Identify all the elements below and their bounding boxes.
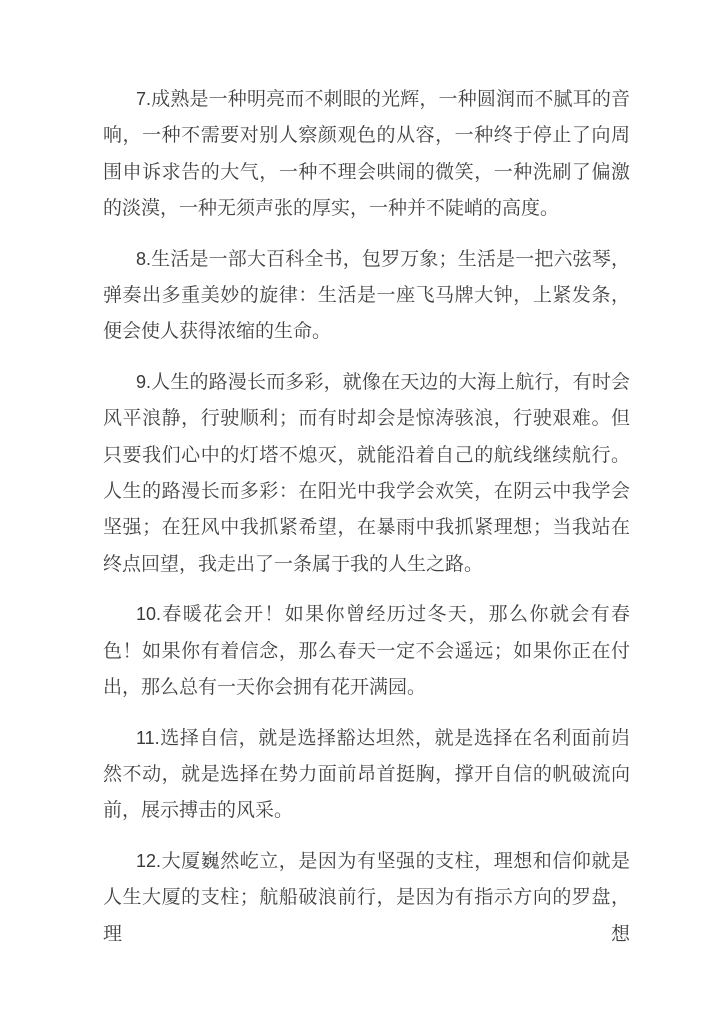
- paragraph-8: [103, 241, 630, 351]
- paragraph-10: [103, 596, 630, 706]
- paragraph-text: 选择自信，就是选择豁达坦然，就是选择在名利面前岿然不动，就是选择在势力面前昂首挺胸，撑开自信的帆破流向前，展示搏击的风采。: [103, 727, 630, 822]
- paragraph-number: 11.: [136, 727, 160, 748]
- paragraph-number: 12.: [136, 850, 162, 871]
- paragraph-7: [103, 81, 630, 228]
- paragraph-12: [103, 843, 630, 953]
- paragraph-number: 9.: [136, 371, 152, 392]
- document-body: [103, 81, 630, 966]
- paragraph-number: 10.: [136, 604, 162, 625]
- paragraph-text: 成熟是一种明亮而不刺眼的光辉，一种圆润而不腻耳的音响，一种不需要对别人察颜观色的从容，一种终于停止了向周围申诉求告的大气，一种不理会哄闹的微笑，一种洗刷了偏激的淡漠，一种无须声张的厚实，一种并不陡峭的高度。: [103, 89, 630, 220]
- paragraph-number: 7.: [136, 89, 152, 109]
- paragraph-9: [103, 364, 630, 583]
- paragraph-text: 人生的路漫长而多彩，就像在天边的大海上航行，有时会风平浪静，行驶顺利；而有时却会是惊涛骇浪，行驶艰难。但只要我们心中的灯塔不熄灭，就能沿着自己的航线继续航行。人生的路漫长而多彩：在阳光中我学会欢笑，在阴云中我学会坚强；在狂风中我抓紧希望，在暴雨中我抓紧理想；当我站在终点回望，我走出了一条属于我的人生之路。: [103, 371, 630, 575]
- paragraph-11: [103, 720, 630, 830]
- paragraph-text: 春暖花会开！如果你曾经历过冬天，那么你就会有春色！如果你有着信念，那么春天一定不会遥远；如果你正在付出，那么总有一天你会拥有花开满园。: [103, 604, 630, 699]
- paragraph-text: 生活是一部大百科全书，包罗万象；生活是一把六弦琴，弹奏出多重美妙的旋律：生活是一座飞马牌大钟，上紧发条，便会使人获得浓缩的生命。: [103, 248, 630, 343]
- paragraph-text: 大厦巍然屹立，是因为有坚强的支柱，理想和信仰就是人生大厦的支柱；航船破浪前行，是因为有指示方向的罗盘，理想: [103, 850, 630, 945]
- paragraph-number: 8.: [136, 248, 152, 269]
